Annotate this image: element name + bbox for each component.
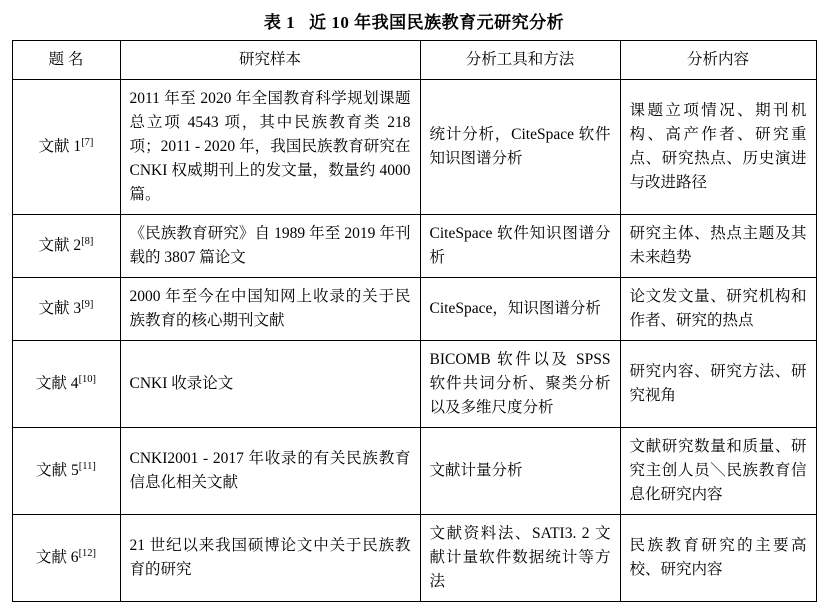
table-row: [12, 341, 816, 428]
column-header-method: 分析工具和方法: [420, 41, 620, 80]
row-name-cell: [12, 80, 120, 215]
table-caption-text: 近 10 年我国民族教育元研究分析: [309, 13, 565, 32]
table-header-row: [12, 41, 816, 80]
table-row: [12, 428, 816, 515]
row-reference-marker: [9]: [81, 298, 94, 310]
row-name-cell: [12, 341, 120, 428]
table-row: [12, 215, 816, 278]
row-name-text: 文献 2: [38, 237, 82, 255]
row-sample-cell: 2000 年至今在中国知网上收录的关于民族教育的核心期刊文献: [120, 278, 420, 341]
table-row: [12, 278, 816, 341]
row-sample-cell: 2011 年至 2020 年全国教育科学规划课题总立项 4543 项，其中民族教育类 218 项；2011 - 2020 年，我国民族教育研究在 CNKI 权威期刊上的发文量，数量约 4000 篇。: [120, 80, 420, 215]
row-method-cell: BICOMB 软件以及 SPSS 软件共词分析、聚类分析以及多维尺度分析: [420, 341, 620, 428]
table-row: [12, 515, 816, 602]
row-content-cell: 民族教育研究的主要高校、研究内容: [620, 515, 816, 602]
row-content-cell: 研究内容、研究方法、研究视角: [620, 341, 816, 428]
row-method-cell: 统计分析，CiteSpace 软件知识图谱分析: [420, 80, 620, 215]
row-content-cell: 研究主体、热点主题及其未来趋势: [620, 215, 816, 278]
row-method-cell: CiteSpace 软件知识图谱分析: [420, 215, 620, 278]
row-name-cell: [12, 215, 120, 278]
row-sample-cell: 《民族教育研究》自 1989 年至 2019 年刊载的 3807 篇论文: [120, 215, 420, 278]
row-reference-marker: [11]: [78, 461, 96, 473]
row-sample-cell: 21 世纪以来我国硕博论文中关于民族教育的研究: [120, 515, 420, 602]
row-method-cell: 文献资料法、SATI3. 2 文献计量软件数据统计等方法: [420, 515, 620, 602]
row-reference-marker: [10]: [78, 374, 97, 386]
row-reference-marker: [8]: [81, 235, 94, 247]
row-content-cell: 论文发文量、研究机构和作者、研究的热点: [620, 278, 816, 341]
row-name-cell: [12, 515, 120, 602]
row-name-text: 文献 4: [35, 375, 79, 393]
row-reference-marker: [7]: [81, 136, 94, 148]
row-content-cell: 文献研究数量和质量、研究主创人员＼民族教育信息化研究内容: [620, 428, 816, 515]
row-method-cell: CiteSpace，知识图谱分析: [420, 278, 620, 341]
research-analysis-table: [12, 40, 817, 602]
table-row: [12, 80, 816, 215]
row-name-text: 文献 6: [35, 549, 79, 567]
row-content-cell: 课题立项情况、期刊机构、高产作者、研究重点、研究热点、历史演进与改进路径: [620, 80, 816, 215]
row-name-text: 文献 5: [36, 462, 79, 480]
row-sample-cell: CNKI 收录论文: [120, 341, 420, 428]
document-page: [0, 8, 828, 591]
row-name-cell: [12, 428, 120, 515]
row-name-cell: [12, 278, 120, 341]
column-header-name: 题 名: [12, 41, 120, 80]
table-header: [12, 41, 816, 80]
column-header-content: 分析内容: [620, 41, 816, 80]
table-caption-label: 表 1: [263, 13, 296, 32]
row-name-text: 文献 1: [38, 138, 82, 156]
row-method-cell: 文献计量分析: [420, 428, 620, 515]
table-body: [12, 80, 816, 602]
column-header-sample: 研究样本: [120, 41, 420, 80]
row-sample-cell: CNKI2001 - 2017 年收录的有关民族教育信息化相关文献: [120, 428, 420, 515]
row-reference-marker: [12]: [78, 548, 97, 560]
table-caption: [0, 8, 828, 33]
row-name-text: 文献 3: [38, 300, 82, 318]
